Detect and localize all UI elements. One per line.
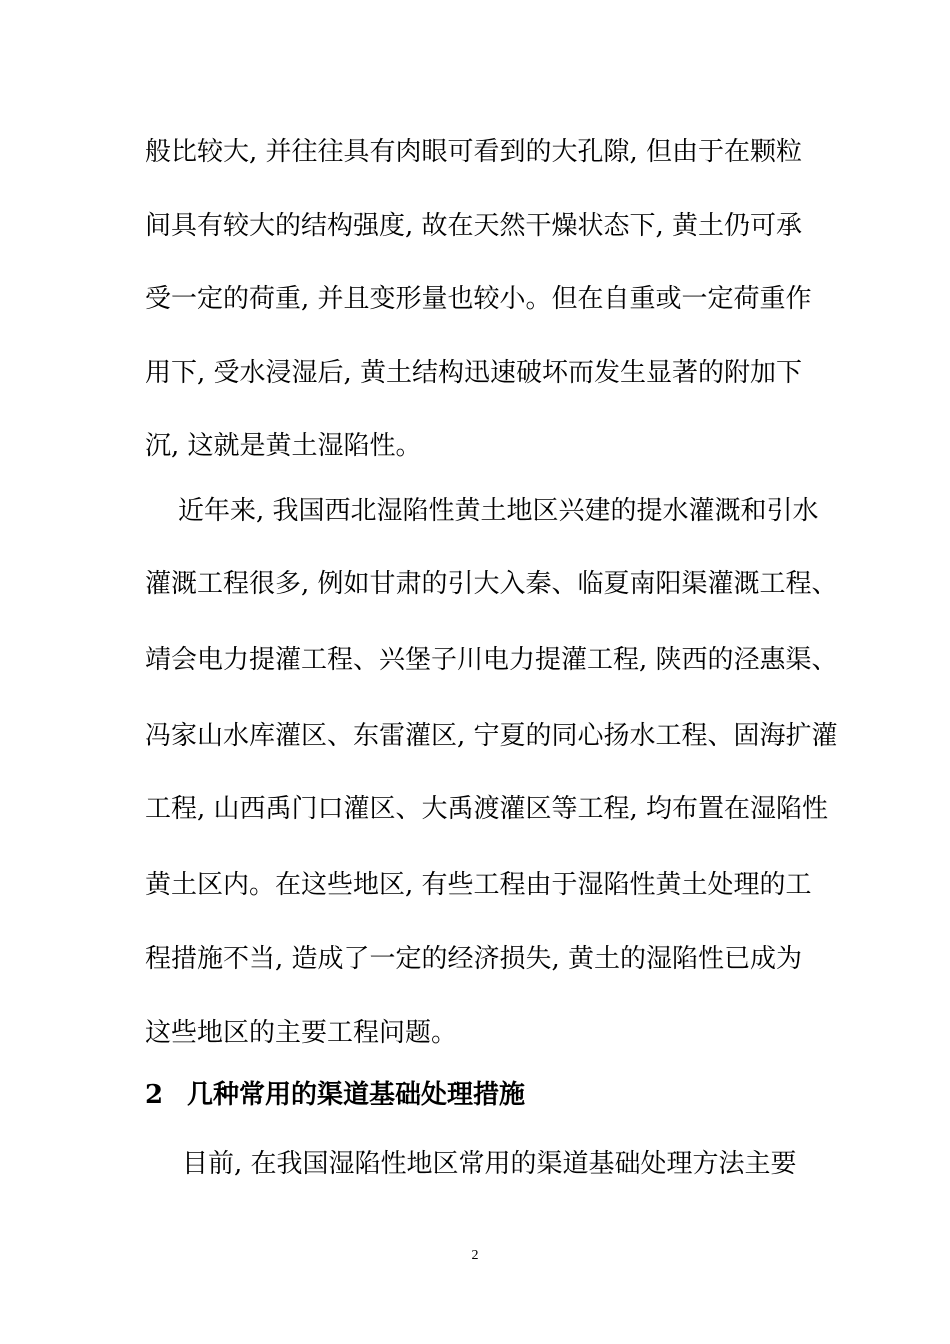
section-heading bbox=[145, 1080, 525, 1110]
body-text-line: 冯家山水库灌区、东雷灌区, 宁夏的同心扬水工程、固海扩灌 bbox=[145, 721, 838, 751]
body-text-line: 灌溉工程很多, 例如甘肃的引大入秦、临夏南阳渠灌溉工程、 bbox=[145, 569, 838, 599]
body-text-line: 沉, 这就是黄土湿陷性。 bbox=[145, 431, 422, 461]
section-title: 几种常用的渠道基础处理措施 bbox=[187, 1080, 526, 1110]
body-text-line: 这些地区的主要工程问题。 bbox=[145, 1018, 458, 1048]
page-number: 2 bbox=[471, 1248, 479, 1263]
body-text-line: 受一定的荷重, 并且变形量也较小。但在自重或一定荷重作 bbox=[145, 284, 812, 314]
body-text-line: 近年来, 我国西北湿陷性黄土地区兴建的提水灌溉和引水 bbox=[178, 496, 819, 526]
section-number: 2 bbox=[145, 1080, 164, 1110]
body-text-line: 般比较大, 并往往具有肉眼可看到的大孔隙, 但由于在颗粒 bbox=[145, 137, 803, 167]
body-text-line: 靖会电力提灌工程、兴堡子川电力提灌工程, 陕西的泾惠渠、 bbox=[145, 645, 838, 675]
body-text-line: 用下, 受水浸湿后, 黄土结构迅速破坏而发生显著的附加下 bbox=[145, 358, 803, 388]
body-text-line: 程措施不当, 造成了一定的经济损失, 黄土的湿陷性已成为 bbox=[145, 944, 803, 974]
body-text-line: 黄土区内。在这些地区, 有些工程由于湿陷性黄土处理的工 bbox=[145, 870, 812, 900]
body-text-line: 目前, 在我国湿陷性地区常用的渠道基础处理方法主要 bbox=[182, 1149, 797, 1179]
body-text-line: 工程, 山西禹门口灌区、大禹渡灌区等工程, 均布置在湿陷性 bbox=[145, 794, 829, 824]
body-text-line: 间具有较大的结构强度, 故在天然干燥状态下, 黄土仍可承 bbox=[145, 211, 803, 241]
